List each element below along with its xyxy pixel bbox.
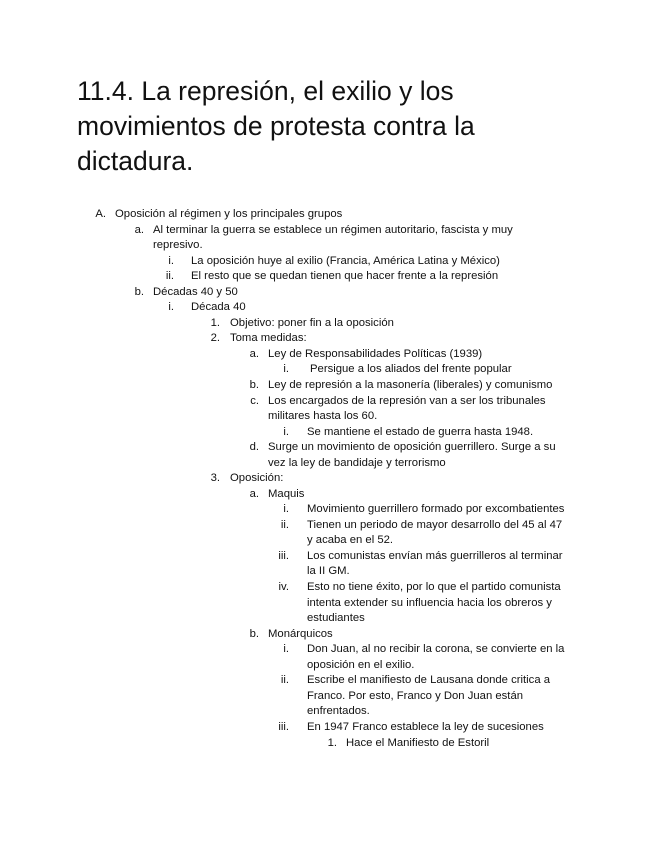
list-item: Tienen un periodo de mayor desarrollo del 45 al 47: [307, 519, 563, 531]
list-marker: a.: [249, 488, 259, 500]
list-item: Década 40: [191, 301, 246, 313]
list-item: El resto que se quedan tienen que hacer frente a la represión: [191, 270, 499, 282]
list-item: Décadas 40 y 50: [153, 286, 238, 298]
list-marker: i.: [168, 301, 174, 313]
list-item-continuation: Franco. Por esto, Franco y Don Juan están: [307, 690, 524, 702]
list-item-continuation: militares hasta los 60.: [268, 410, 378, 422]
list-marker: 1.: [210, 317, 220, 329]
list-item: Escribe el manifiesto de Lausana donde critica a: [307, 674, 551, 686]
list-item: En 1947 Franco establece la ley de sucesiones: [307, 721, 544, 733]
list-item: Ley de Responsabilidades Políticas (1939): [268, 348, 483, 360]
list-item-continuation: represivo.: [153, 239, 203, 251]
list-marker: 1.: [327, 737, 337, 749]
list-item-continuation: vez la ley de bandidaje y terrorismo: [268, 457, 446, 469]
list-item: Hace el Manifiesto de Estoril: [346, 737, 490, 749]
list-item: Los encargados de la represión van a ser los tribunales: [268, 395, 546, 407]
list-marker: b.: [134, 286, 144, 298]
list-marker: i.: [283, 503, 289, 515]
list-marker: i.: [168, 255, 174, 267]
list-item: Monárquicos: [268, 628, 333, 640]
list-item: La oposición huye al exilio (Francia, América Latina y México): [191, 255, 500, 267]
list-marker: iii.: [278, 721, 289, 733]
list-marker: ii.: [280, 519, 289, 531]
list-marker: i.: [283, 643, 289, 655]
list-item: Los comunistas envían más guerrilleros al terminar: [307, 550, 563, 562]
list-marker: A.: [95, 208, 106, 220]
list-marker: i.: [283, 426, 289, 438]
list-item-continuation: enfrentados.: [307, 705, 370, 717]
list-item: Oposición al régimen y los principales grupos: [115, 208, 343, 220]
list-item: Oposición:: [230, 472, 284, 484]
list-marker: iv.: [278, 581, 289, 593]
list-item: Esto no tiene éxito, por lo que el partido comunista: [307, 581, 561, 593]
list-marker: ii.: [280, 674, 289, 686]
list-item-continuation: intenta extender su influencia hacia los obreros y: [307, 597, 552, 609]
list-marker: i.: [283, 363, 289, 375]
list-item-continuation: y acaba en el 52.: [307, 534, 394, 546]
list-marker: 3.: [210, 472, 220, 484]
list-item-continuation: la II GM.: [307, 565, 350, 577]
list-item: Toma medidas:: [230, 332, 307, 344]
list-marker: d.: [249, 441, 259, 453]
list-item: Ley de represión a la masonería (liberales) y comunismo: [268, 379, 553, 391]
list-marker: a.: [134, 224, 144, 236]
list-item: Movimiento guerrillero formado por excombatientes: [307, 503, 565, 515]
page-title: 11.4. La represión, el exilio y los movimientos de protesta contra la dictadura.: [77, 76, 475, 176]
list-item: Surge un movimiento de oposición guerrillero. Surge a su: [268, 441, 556, 453]
list-marker: b.: [249, 628, 259, 640]
list-item-continuation: oposición en el exilio.: [307, 659, 415, 671]
list-item: Maquis: [268, 488, 305, 500]
list-marker: b.: [249, 379, 259, 391]
list-item: Persigue a los aliados del frente popular: [310, 363, 512, 375]
list-marker: ii.: [165, 270, 174, 282]
list-marker: iii.: [278, 550, 289, 562]
list-marker: c.: [250, 395, 259, 407]
list-item: Se mantiene el estado de guerra hasta 1948.: [307, 426, 534, 438]
list-item: Don Juan, al no recibir la corona, se convierte en la: [307, 643, 565, 655]
list-marker: 2.: [210, 332, 220, 344]
list-item: Objetivo: poner fin a la oposición: [230, 317, 394, 329]
list-marker: a.: [249, 348, 259, 360]
list-item: Al terminar la guerra se establece un régimen autoritario, fascista y muy: [153, 224, 513, 236]
list-item-continuation: estudiantes: [307, 612, 365, 624]
